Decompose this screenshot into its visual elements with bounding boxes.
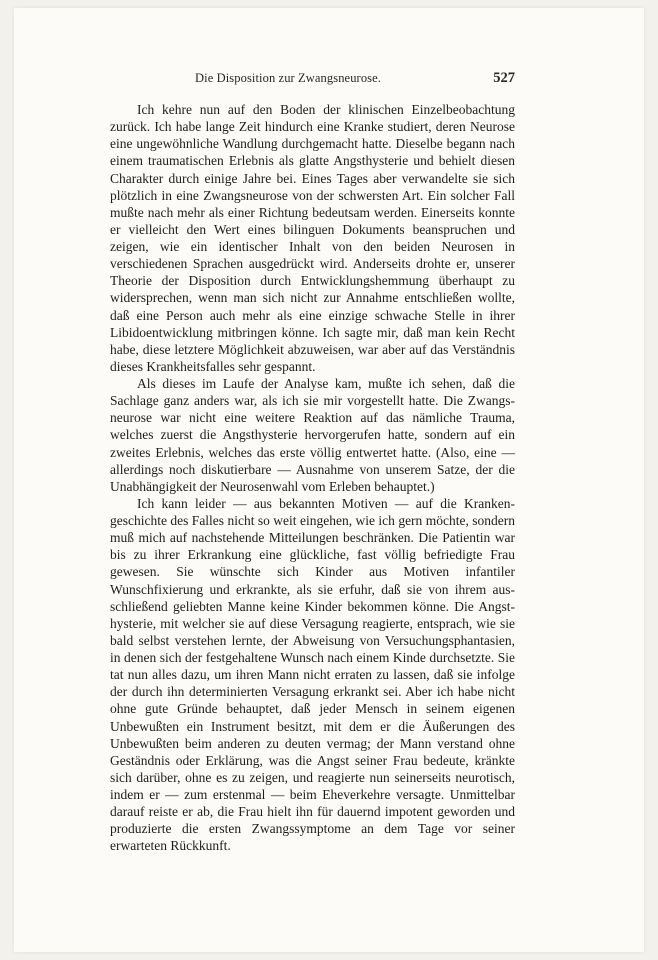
page-number: 527	[493, 70, 515, 86]
paragraph: Als dieses im Laufe der Analyse kam, mußte ich sehen, daß die Sachlage ganz anders war, als ich sie mir vorgestellt hatte. Die Zwangsneurose war nicht eine weitere Reaktion auf das nämliche Trauma, welches zuerst die Angsthysterie hervorgerufen hatte, sondern auf ein zweites Erlebnis, welches das erste völlig entwertet hatte. (Also, eine — allerdings noch diskutierbare — Ausnahme von unserem Satze, der die Unabhängigkeit der Neurosenwahl vom Erleben behauptet.)	[110, 376, 515, 494]
paragraph: Ich kann leider — aus bekannten Motiven — auf die Krankengeschichte des Falles nicht so weit eingehen, wie ich gern möchte, sondern muß mich auf nachstehende Mitteilungen beschränken. Die Patientin war bis zu ihrer Erkrankung eine glückliche, fast völlig befriedigte Frau gewesen. Sie wünschte sich Kinder aus Motiven infantiler Wunschfixierung und erkrankte, als sie erfuhr, daß sie von ihrem ausschließend geliebten Manne keine Kinder bekommen könne. Die Angsthysterie, mit welcher sie auf diese Versagung reagierte, entsprach, wie sie bald selbst verstehen lernte, der Abweisung von Versuchungsphantasien, in denen sich der festgehaltene Wunsch nach einem Kinde durchsetzte. Sie tat nun alles dazu, um ihren Mann nicht erraten zu lassen, daß sie infolge der durch ihn determinierten Versagung erkrankt sei. Aber ich habe nicht ohne gute Gründe behauptet, daß jeder Mensch in seinem eigenen Unbewußten ein Instrument besitzt, mit dem er die Äußerungen des Unbewußten beim anderen zu deuten vermag; der Mann verstand ohne Geständnis oder Erklärung, was die Angst seiner Frau bedeute, kränkte sich darüber, ohne es zu zeigen, und reagierte nun seinerseits neurotisch, indem er — zum erstenmal — beim Eheverkehre versagte. Unmittelbar darauf reiste er ab, die Frau hielt ihn für dauernd impotent geworden und produzierte die ersten Zwangssymptome an dem Tage vor seiner erwarteten Rückkunft.	[110, 495, 515, 854]
running-head-title: Die Disposition zur Zwangsneurose.	[195, 71, 382, 85]
body-text	[110, 101, 515, 855]
paragraph: Ich kehre nun auf den Boden der klinischen Einzelbeobachtung zurück. Ich habe lange Zeit hindurch eine Kranke studiert, deren Neurose eine ungewöhnliche Wandlung durchgemacht hatte. Dieselbe begann nach einem traumatischen Erlebnis als glatte Angsthysterie und behielt diesen Charakter durch einige Jahre bei. Eines Tages aber verwandelte sie sich plötzlich in eine Zwangsneurose von der schwersten Art. Ein solcher Fall mußte nach mehr als einer Richtung bedeutsam werden. Einerseits konnte er vielleicht den Wert eines bilinguen Dokuments beanspruchen und zeigen, wie ein identischer Inhalt von den beiden Neurosen in verschiedenen Sprachen ausgedrückt wird. Anderseits drohte er, unserer Theorie der Disposition durch Entwicklungshemmung überhaupt zu widersprechen, wenn man sich nicht zur Annahme entschließen wollte, daß eine Person auch mehr als eine einzige schwache Stelle in ihrer Libidoentwicklung mitbringen könne. Ich sagte mir, daß man kein Recht habe, diese letztere Möglichkeit abzuweisen, war aber auf das Verständnis dieses Krankheitsfalles sehr gespannt.	[110, 102, 515, 374]
